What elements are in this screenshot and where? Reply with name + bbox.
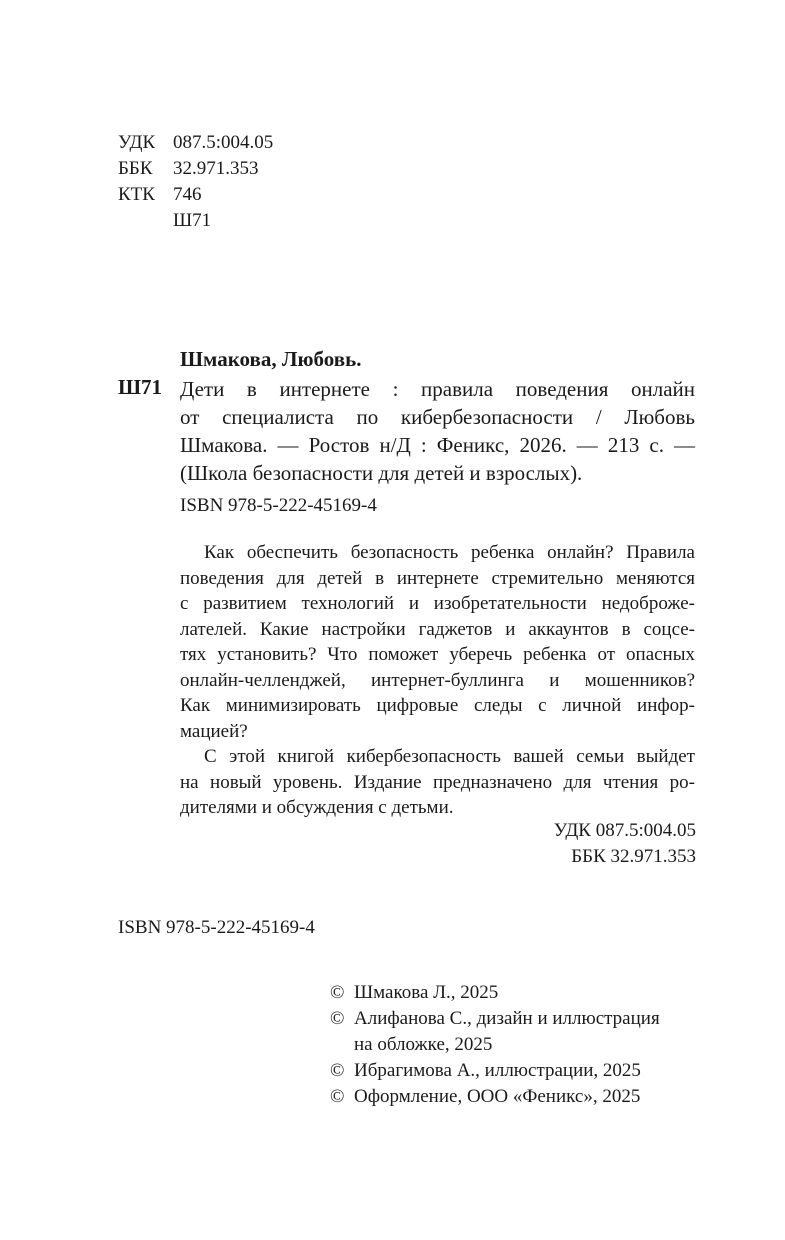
annotation-line: Как обеспечить безопасность ребенка онлайн? Правила <box>204 542 695 563</box>
annotation-line: тях установить? Что поможет уберечь ребенка от опасных <box>180 644 695 665</box>
copyright-icon: © <box>330 1086 345 1107</box>
annotation-line: мацией? <box>180 720 248 742</box>
bbk-row <box>118 156 273 182</box>
annotation-line: лателей. Какие настройки гаджетов и аккаунтов в соцсе- <box>180 618 695 640</box>
annotation-line: Как минимизировать цифровые следы с личной инфор- <box>180 695 695 716</box>
description-line: Дети в интернете : правила поведения онлайн <box>180 377 695 401</box>
annotation-line: на новый уровень. Издание предназначено для чтения ро- <box>180 771 695 793</box>
annotation-line: дителями и обсуждения с детьми. <box>180 797 454 818</box>
author-mark: Ш71 <box>118 375 163 399</box>
description-line: от специалиста по кибербезопасности / Любовь <box>180 405 695 429</box>
author-mark-row <box>118 208 273 234</box>
ktk-value: 746 <box>173 184 202 205</box>
copyright-text <box>354 980 700 1006</box>
copyright-item <box>330 980 700 1006</box>
copyright-line: Ибрагимова А., иллюстрации, 2025 <box>354 1060 641 1081</box>
bbk-value: 32.971.353 <box>173 158 259 179</box>
bbk-code: ББК 32.971.353 <box>571 846 696 867</box>
copyright-text <box>354 1058 700 1084</box>
ktk-label: КТК <box>118 184 155 205</box>
description-line: (Школа безопасности для детей и взрослых). <box>180 461 583 485</box>
copyright-line: Шмакова Л., 2025 <box>354 982 499 1003</box>
copyright-icon: © <box>330 1008 345 1029</box>
udk-row <box>118 130 273 156</box>
copyright-line: на обложке, 2025 <box>354 1034 493 1055</box>
annotation-line: с развитием технологий и изобретательности недоброже- <box>180 593 695 614</box>
annotation-line: С этой книгой кибербезопасность вашей семьи выйдет <box>204 746 695 767</box>
udk-code: УДК 087.5:004.05 <box>553 820 696 841</box>
copyright-item <box>330 1084 700 1110</box>
udk-value: 087.5:004.05 <box>173 132 274 153</box>
annotation-line: поведения для детей в интернете стремительно меняются <box>180 567 695 589</box>
copyright-line: Оформление, ООО «Феникс», 2025 <box>354 1086 641 1107</box>
ktk-row <box>118 182 273 208</box>
author-heading: Шмакова, Любовь. <box>180 347 362 371</box>
copyright-text <box>354 1084 700 1110</box>
classification-codes <box>400 818 696 870</box>
copyright-list <box>330 980 700 1110</box>
udk-label: УДК <box>118 132 156 153</box>
isbn-footer: ISBN 978-5-222-45169-4 <box>118 917 315 938</box>
description-line: Шмакова. — Ростов н/Д : Феникс, 2026. — 213 с. — <box>180 433 695 457</box>
author-mark-code: Ш71 <box>173 210 212 231</box>
author-mark-row-label <box>118 208 173 234</box>
copyright-line: Алифанова С., дизайн и иллюстрация <box>354 1008 660 1029</box>
copyright-item <box>330 1058 700 1084</box>
annotation-line: онлайн-челленджей, интернет-буллинга и мошенников? <box>180 669 695 691</box>
annotation <box>180 540 695 821</box>
copyright-item <box>330 1006 700 1058</box>
isbn-record: ISBN 978-5-222-45169-4 <box>180 495 377 516</box>
bbk-label: ББК <box>118 158 153 179</box>
copyright-icon: © <box>330 982 345 1003</box>
bibliographic-description <box>180 375 695 487</box>
catalog-codes <box>118 130 273 234</box>
copyright-icon: © <box>330 1060 345 1081</box>
copyright-text <box>354 1006 700 1058</box>
